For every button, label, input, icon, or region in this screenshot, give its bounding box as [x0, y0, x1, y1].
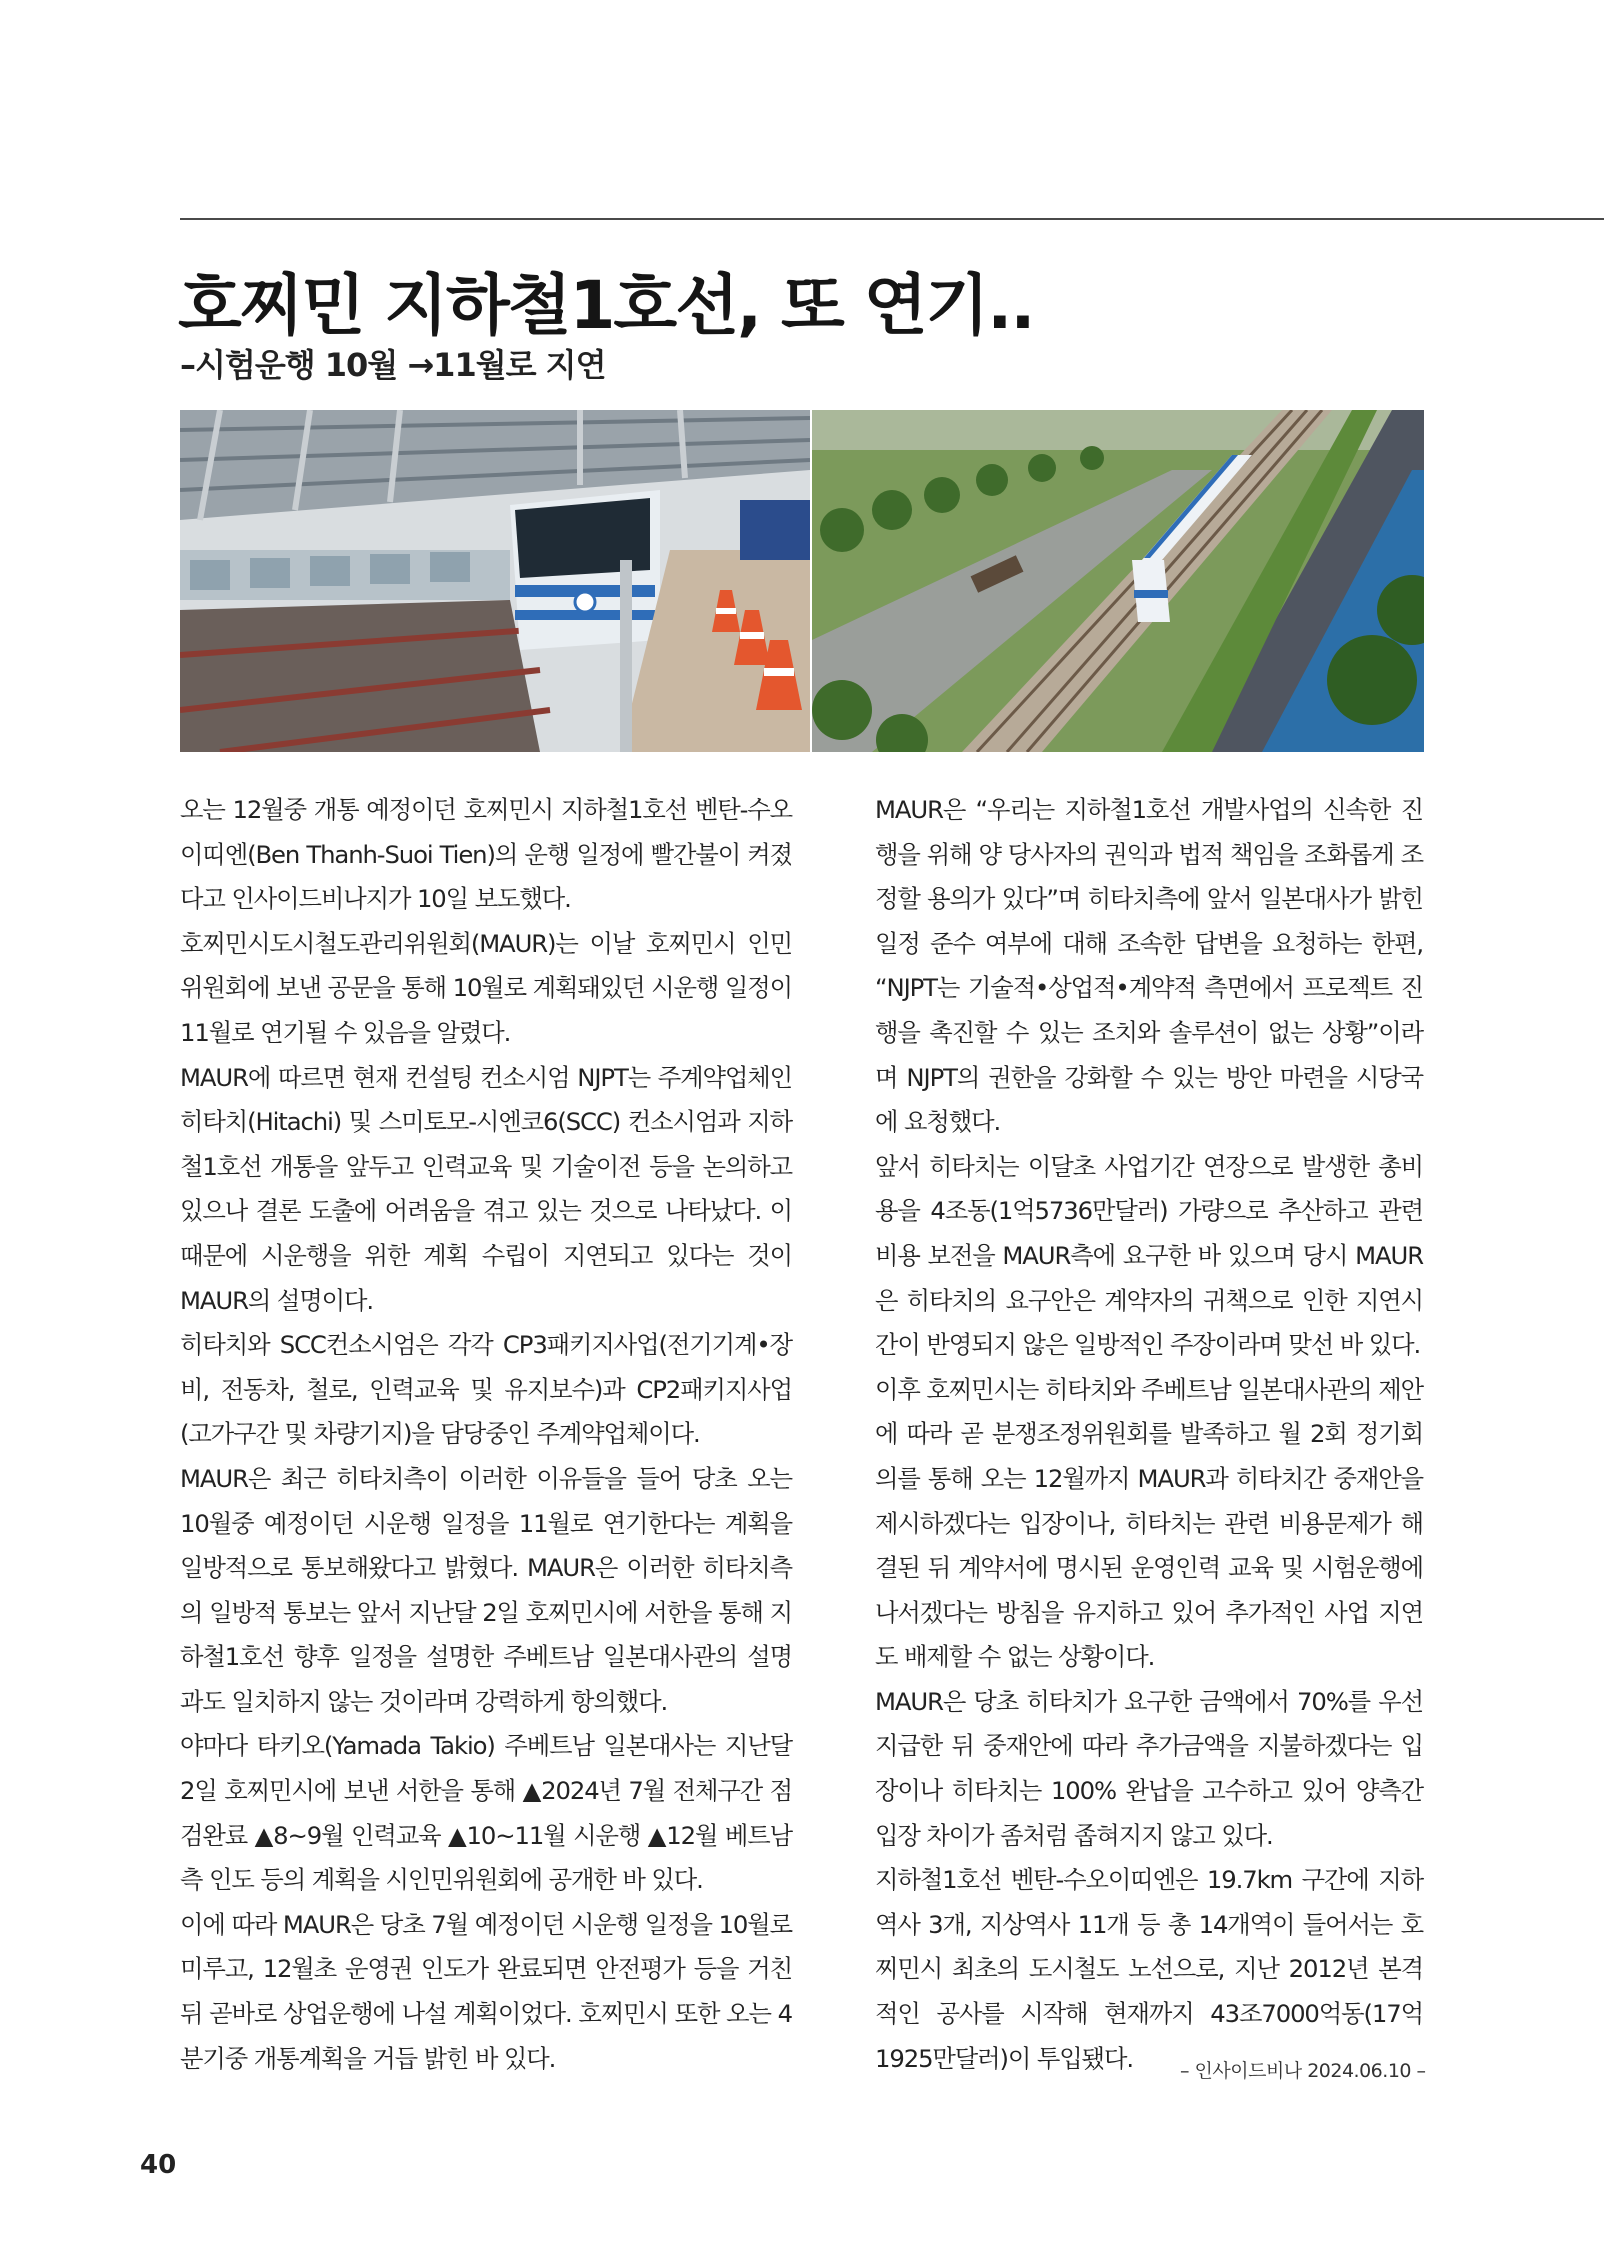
paragraph: MAUR에 따르면 현재 컨설팅 컨소시엄 NJPT는 주계약업체인 히타치(Hitachi) 및 스미토모-시엔코6(SCC) 컨소시엄과 지하철1호선 개통을 앞두고 인력교육 및 기술이전 등을 논의하고 있으나 결론 도출에 어려움을 겪고 있는 것으로 나타났다. 이 때문에 시운행을 위한 계획 수립이 지연되고 있다는 것이 MAUR의 설명이다.: [180, 1062, 792, 1315]
paragraph: 히타치와 SCC컨소시엄은 각각 CP3패키지사업(전기기계•장비, 전동차, 철로, 인력교육 및 유지보수)과 CP2패키지사업(고가구간 및 차량기지)을 담당중인 주계약업체이다.: [180, 1330, 792, 1449]
paragraph: 호찌민시도시철도관리위원회(MAUR)는 이날 호찌민시 인민위원회에 보낸 공문을 통해 10월로 계획돼있던 시운행 일정이 11월로 연기될 수 있음을 알렸다.: [180, 928, 792, 1047]
photo-aerial-train: [812, 410, 1424, 752]
paragraph: 오는 12월중 개통 예정이던 호찌민시 지하철1호선 벤탄-수오이띠엔(Ben Thanh-Suoi Tien)의 운행 일정에 빨간불이 켜졌다고 인사이드비나지가 10일 보도했다.: [180, 795, 792, 914]
photo-station-train: [180, 410, 810, 752]
paragraph: 야마다 타키오(Yamada Takio) 주베트남 일본대사는 지난달 2일 호찌민시에 보낸 서한을 통해 ▲2024년 7월 전체구간 점검완료 ▲8~9월 인력교육 ▲10~11월 시운행 ▲12월 베트남측 인도 등의 계획을 시인민위원회에 공개한 바 있다.: [180, 1731, 792, 1895]
article-subtitle: –시험운행 10월 →11월로 지연: [180, 346, 606, 384]
paragraph: 지하철1호선 벤탄-수오이띠엔은 19.7km 구간에 지하역사 3개, 지상역사 11개 등 총 14개역이 들어서는 호찌민시 최초의 도시철도 노선으로, 지난 2012년 본격적인 공사를 시작해 현재까지 43조7000억동(17억1925만달러)이 투입됐다.: [875, 1865, 1423, 2073]
article-column-left: [180, 788, 792, 2081]
page-number: 40: [140, 2150, 177, 2180]
article-column-right: [875, 788, 1423, 2081]
paragraph: MAUR은 “우리는 지하철1호선 개발사업의 신속한 진행을 위해 양 당사자의 권익과 법적 책임을 조화롭게 조정할 용의가 있다”며 히타치측에 앞서 일본대사가 밝힌 일정 준수 여부에 대해 조속한 답변을 요청하는 한편, “NJPT는 기술적•상업적•계약적 측면에서 프로젝트 진행을 촉진할 수 있는 조치와 솔루션이 없는 상황”이라며 NJPT의 권한을 강화할 수 있는 방안 마련을 시당국에 요청했다.: [875, 795, 1423, 1137]
paragraph: 이후 호찌민시는 히타치와 주베트남 일본대사관의 제안에 따라 곧 분쟁조정위원회를 발족하고 월 2회 정기회의를 통해 오는 12월까지 MAUR과 히타치간 중재안을 제시하겠다는 입장이나, 히타치는 관련 비용문제가 해결된 뒤 계약서에 명시된 운영인력 교육 및 시험운행에 나서겠다는 방침을 유지하고 있어 추가적인 사업 지연도 배제할 수 없는 상황이다.: [875, 1374, 1423, 1672]
paragraph: MAUR은 최근 히타치측이 이러한 이유들을 들어 당초 오는 10월중 예정이던 시운행 일정을 11월로 연기한다는 계획을 일방적으로 통보해왔다고 밝혔다. MAUR은 이러한 히타치측의 일방적 통보는 앞서 지난달 2일 호찌민시에 서한을 통해 지하철1호선 향후 일정을 설명한 주베트남 일본대사관의 설명과도 일치하지 않는 것이라며 강력하게 항의했다.: [180, 1463, 792, 1716]
paragraph: 앞서 히타치는 이달초 사업기간 연장으로 발생한 총비용을 4조동(1억5736만달러) 가량으로 추산하고 관련 비용 보전을 MAUR측에 요구한 바 있으며 당시 MAUR은 히타치의 요구안은 계약자의 귀책으로 인한 지연시간이 반영되지 않은 일방적인 주장이라며 맞선 바 있다.: [875, 1151, 1423, 1360]
paragraph: MAUR은 당초 히타치가 요구한 금액에서 70%를 우선 지급한 뒤 중재안에 따라 추가금액을 지불하겠다는 입장이나 히타치는 100% 완납을 고수하고 있어 양측간 입장 차이가 좀처럼 좁혀지지 않고 있다.: [875, 1686, 1423, 1850]
article-source: – 인사이드비나 2024.06.10 –: [1180, 2060, 1426, 2082]
header-rule: [180, 218, 1604, 220]
article-title: 호찌민 지하철1호선, 또 연기..: [178, 267, 1034, 344]
paragraph: 이에 따라 MAUR은 당초 7월 예정이던 시운행 일정을 10월로 미루고, 12월초 운영권 인도가 완료되면 안전평가 등을 거친 뒤 곧바로 상업운행에 나설 계획이었다. 호찌민시 또한 오는 4분기중 개통계획을 거듭 밝힌 바 있다.: [180, 1909, 792, 2073]
